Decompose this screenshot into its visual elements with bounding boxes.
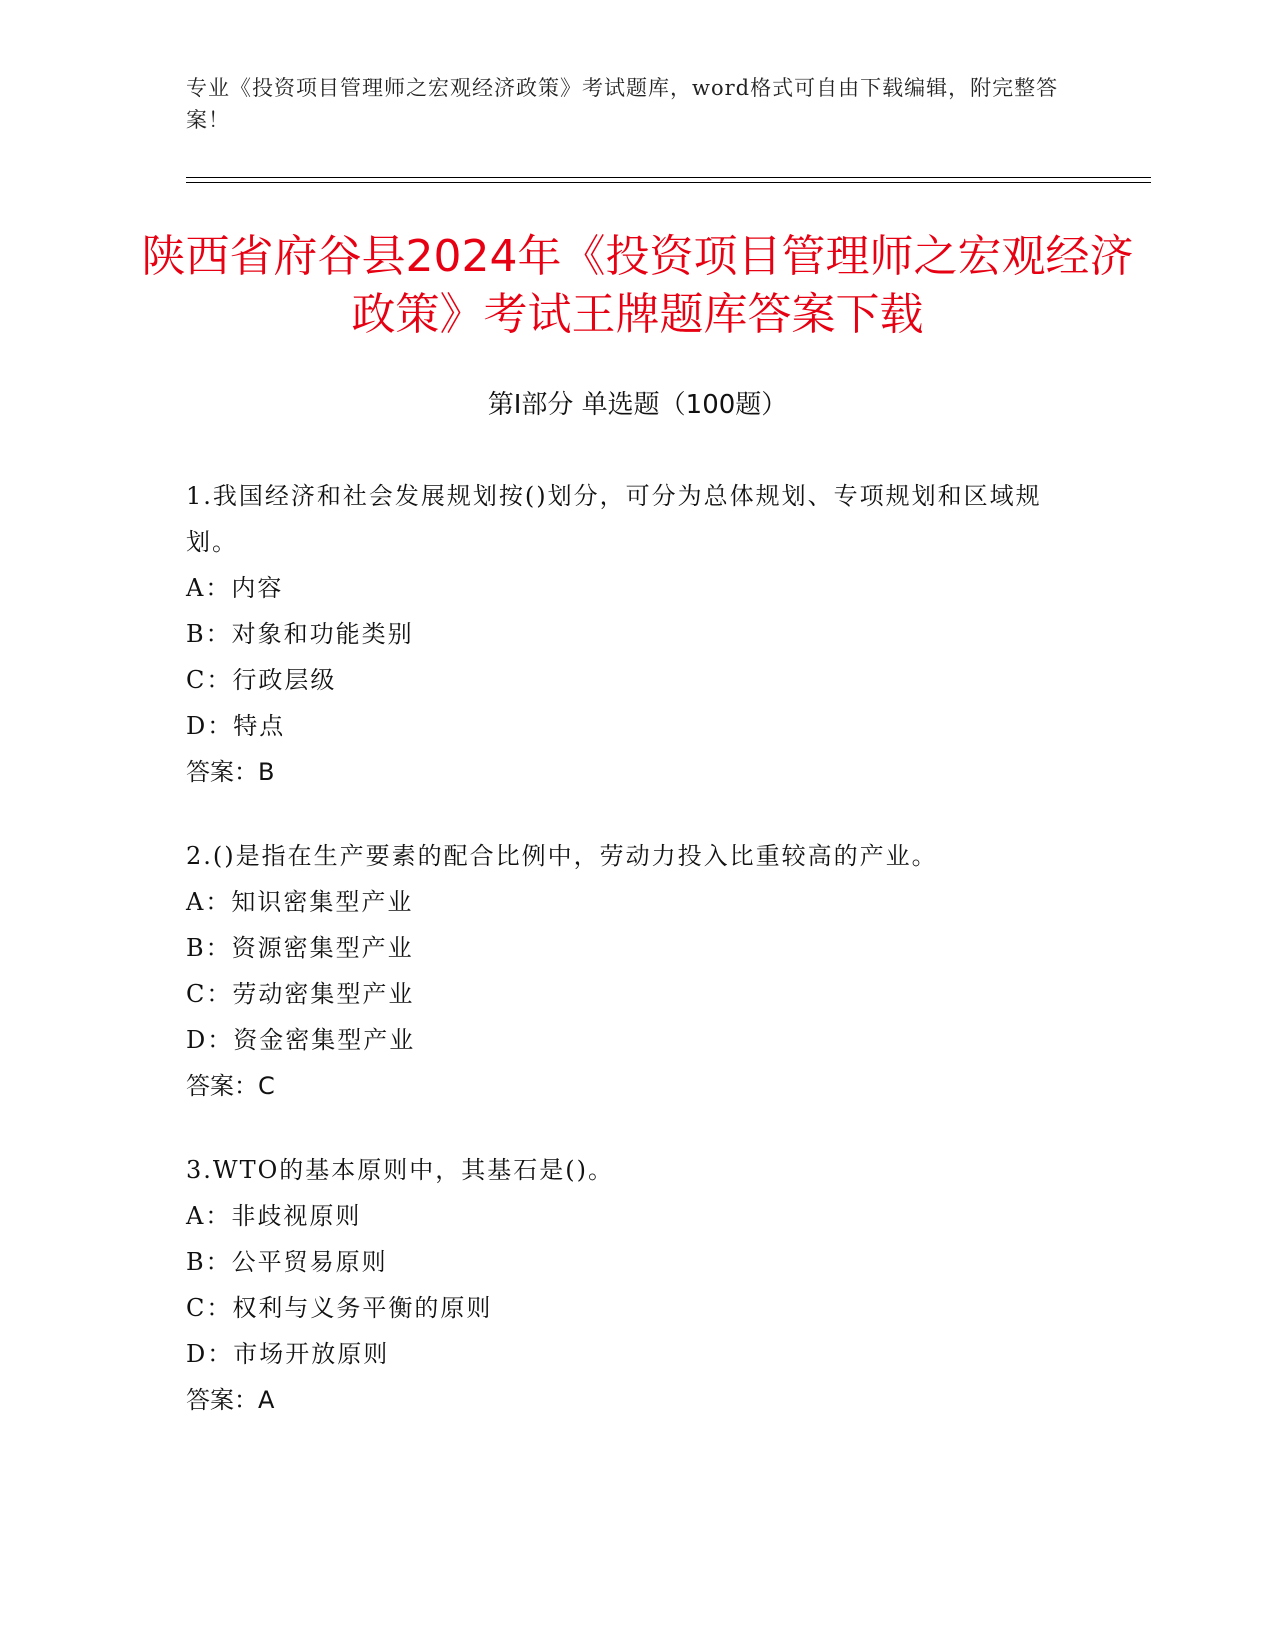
answer: 答案：B xyxy=(186,758,275,786)
option-b: B：公平贸易原则 xyxy=(186,1248,388,1276)
header-note: 专业《投资项目管理师之宏观经济政策》考试题库，word格式可自由下载编辑，附完整答案！ xyxy=(186,76,1059,132)
question-3 xyxy=(186,1147,1076,1423)
question-1 xyxy=(186,473,1076,795)
document-title: 陕西省府谷县2024年《投资项目管理师之宏观经济政策》考试王牌题库答案下载 xyxy=(141,231,1134,340)
option-c: C：行政层级 xyxy=(186,666,337,694)
option-c: C：劳动密集型产业 xyxy=(186,980,415,1008)
question-2 xyxy=(186,833,1076,1109)
header-divider-bottom xyxy=(186,182,1151,183)
option-a: A：知识密集型产业 xyxy=(186,888,414,916)
question-stem: 2.()是指在生产要素的配合比例中，劳动力投入比重较高的产业。 xyxy=(186,842,938,870)
option-d: D：资金密集型产业 xyxy=(186,1026,416,1054)
option-b: B：资源密集型产业 xyxy=(186,934,414,962)
answer: 答案：A xyxy=(186,1386,275,1414)
answer: 答案：C xyxy=(186,1072,275,1100)
option-d: D：市场开放原则 xyxy=(186,1340,390,1368)
section-title: 第I部分 单选题（100题） xyxy=(487,390,788,420)
option-d: D：特点 xyxy=(186,712,286,740)
question-list xyxy=(186,473,1076,1461)
question-stem: 1.我国经济和社会发展规划按()划分，可分为总体规划、专项规划和区域规划。 xyxy=(186,482,1042,556)
option-a: A：内容 xyxy=(186,574,284,602)
header-divider-top xyxy=(186,177,1151,178)
option-c: C：权利与义务平衡的原则 xyxy=(186,1294,493,1322)
question-stem: 3.WTO的基本原则中，其基石是()。 xyxy=(186,1156,614,1184)
option-b: B：对象和功能类别 xyxy=(186,620,414,648)
option-a: A：非歧视原则 xyxy=(186,1202,362,1230)
